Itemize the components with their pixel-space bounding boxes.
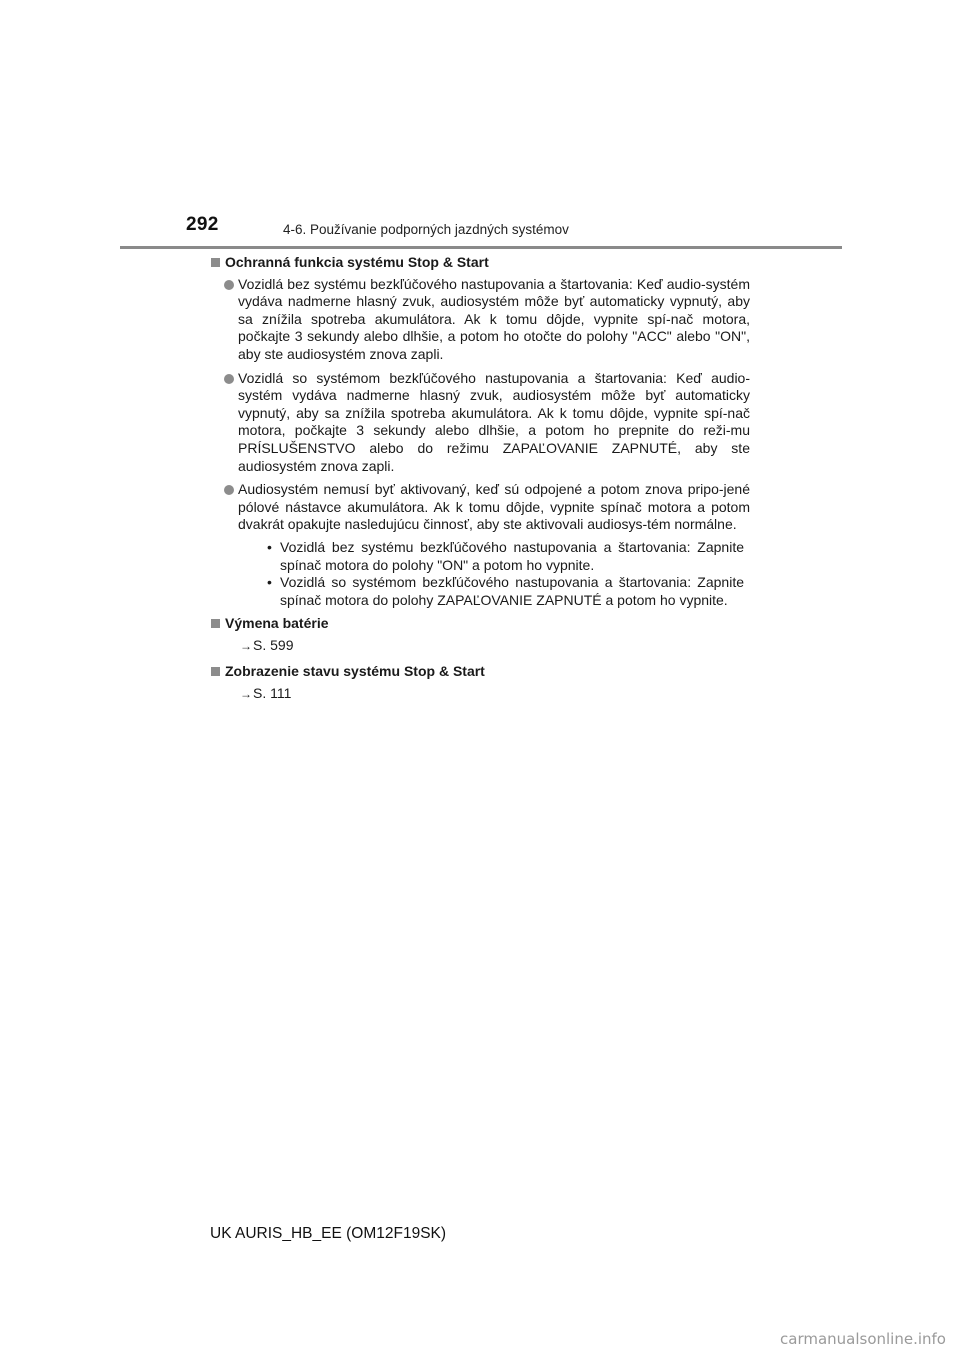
section-heading-stop-start-status [210, 663, 750, 681]
list-item [210, 276, 750, 364]
sub-list [238, 539, 750, 609]
page-reference[interactable] [210, 637, 750, 656]
watermark: carmanualsonline.info [780, 1330, 946, 1348]
sub-list-item [238, 539, 750, 574]
list-item-text: Vozidlá bez systému bezkľúčového nastupovania a štartovania: Keď audio-systém vydáva nadmerne hlasný zvuk, audiosystém môže byť automaticky vypnutý, aby sa znížila spotreba akumulátora. Ak k tomu dôjde, vypnite spí-nač motora, počkajte 3 sekundy alebo dlhšie, a potom ho otočte do polohy "ACC" alebo "ON", aby ste audiosystém znova zapli. [238, 275, 750, 362]
square-bullet-icon [211, 619, 220, 628]
square-bullet-icon [211, 667, 220, 676]
document-code: UK AURIS_HB_EE (OM12F19SK) [210, 1225, 447, 1242]
page-reference[interactable] [210, 685, 750, 704]
list-item [210, 481, 750, 609]
dot-bullet-icon: • [267, 574, 272, 591]
square-bullet-icon [211, 258, 220, 267]
list-item-text: Vozidlá so systémom bezkľúčového nastupovania a štartovania: Keď audio-systém vydáva nadmerne hlasný zvuk, audiosystém môže byť automaticky vypnutý, aby sa znížila spotreba akumulátora. Ak k tomu dôjde, vypnite spí-nač motora, počkajte 3 sekundy alebo dlhšie, a potom ho prepnite do reži-mu PRÍSLUŠENSTVO alebo do režimu ZAPAĽOVANIE ZAPNUTÉ, aby ste audiosystém znova zapli. [238, 369, 750, 474]
section-heading-text: Zobrazenie stavu systému Stop & Start [225, 663, 485, 680]
section-heading-stop-start-protection [210, 254, 750, 272]
section-heading-text: Výmena batérie [225, 615, 329, 632]
arrow-right-icon: → [240, 687, 252, 702]
sub-list-item [238, 574, 750, 609]
page-header [120, 212, 842, 249]
circle-bullet-icon [224, 485, 234, 495]
list-item [210, 370, 750, 476]
list-item-text: Audiosystém nemusí byť aktivovaný, keď sú odpojené a potom znova pripo-jené pólové nástavce akumulátora. Ak k tomu dôjde, vypnite spínač motora a potom dvakrát opakujte nasledujúcu činnosť, aby ste aktivovali audiosys-tém normálne. [238, 481, 750, 533]
circle-bullet-icon [224, 374, 234, 384]
page-reference-text: S. 111 [253, 685, 292, 702]
circle-bullet-icon [224, 280, 234, 290]
arrow-right-icon: → [240, 638, 252, 653]
chapter-title: 4-6. Používanie podporných jazdných systémov [283, 222, 569, 237]
page-reference-text: S. 599 [253, 636, 294, 653]
section-heading-text: Ochranná funkcia systému Stop & Start [225, 254, 489, 270]
page-content [210, 254, 750, 712]
sub-list-item-text: Vozidlá bez systému bezkľúčového nastupovania a štartovania: Zapnite spínač motora do polohy "ON" a potom ho vypnite. [280, 538, 744, 573]
page-number: 292 [186, 214, 219, 235]
section-heading-battery-replacement [210, 615, 750, 633]
sub-list-item-text: Vozidlá so systémom bezkľúčového nastupovania a štartovania: Zapnite spínač motora do polohy ZAPAĽOVANIE ZAPNUTÉ a potom ho vypnite. [280, 574, 744, 608]
dot-bullet-icon: • [267, 538, 272, 555]
